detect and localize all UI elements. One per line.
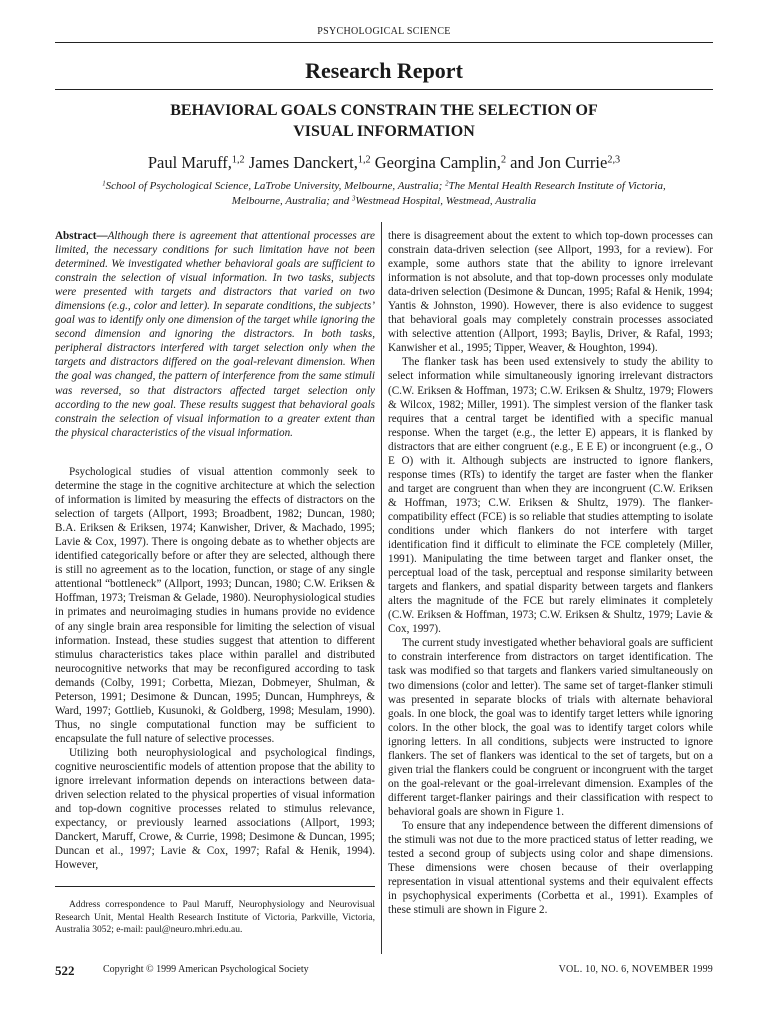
article-title <box>60 100 708 142</box>
page-footer <box>0 963 768 979</box>
footnote-rule <box>55 886 375 887</box>
body-paragraph: Psychological studies of visual attention commonly seek to determine the stage in the cognitive architecture at which the selection of information is limited by measuring the effects of distractors on the selection of targets (Allport, 1993; Broadbent, 1982; Duncan, 1980; B.A. Eriksen & Eriksen, 1974; Kanwisher, Driver, & Machado, 1995; Lavie & Cox, 1997). There is ongoing debate as to whether objects are identified categorically before or after they are selected, although there is still no agreement as to the location, function, or stage of any single attentional “bottleneck” (Allport, 1993; Duncan, 1980; C.W. Eriksen & Hoffman, 1973; Treisman & Gelade, 1980). Neurophysiological studies in primates and neuroimaging studies in humans provide no evidence of any single brain area responsible for limiting the selection of visual information. Instead, these studies suggest that attention to different stimulus characteristics takes place within parallel and distributed neurocognitive networks that may be reconfigured according to task demands (Colby, 1991; Corbetta, Miezan, Dobmeyer, Shulman, & Peterson, 1991; Desimone & Duncan, 1995; Duncan, Humphreys, & Ward, 1997; Gottlieb, Kusunoki, & Goldberg, 1998; Mesulam, 1990). Thus, no single computational function may be sufficient to encapsulate the full nature of selective processes. <box>55 466 375 745</box>
author-name: Georgina Camplin, <box>370 153 501 172</box>
affiliation-mark: 1 <box>102 180 106 188</box>
author-affiliation-mark: 1,2 <box>231 154 245 166</box>
correspondence-footnote <box>55 899 375 937</box>
title-line-2: VISUAL INFORMATION <box>293 123 475 140</box>
journal-name: PSYCHOLOGICAL SCIENCE <box>317 26 451 37</box>
page-number: 522 <box>55 963 75 978</box>
abstract-label: Abstract— <box>55 230 108 242</box>
author-name: and Jon Currie <box>506 153 608 172</box>
body-paragraph: The current study investigated whether behavioral goals are sufficient to constrain interference from distractors on target identification. The task was modified so that targets and flankers varied simultaneously on two dimensions (color and letter). The same set of target-flanker stimuli was presented in separate blocks of trials with alternate behavioral goals. In one block, the goal was to identify target letters while ignoring colors. In the other block, the goal was to identify target colors while ignoring letters. In all conditions, subjects were instructed to ignore flankers. The set of flankers was identical to the set of targets, but on a given trial the flankers could be congruent or incongruent with the target on the goal-relevant or the goal-irrelevant dimension. Examples of the different target-flanker pairings and their classification with respect to behavioral goals are shown in Figure 1. <box>388 637 714 818</box>
author-list <box>40 153 728 173</box>
affiliation-mark: 2 <box>445 180 449 188</box>
title-line-1: BEHAVIORAL GOALS CONSTRAIN THE SELECTION OF <box>170 102 598 119</box>
body-paragraph: there is disagreement about the extent to which top-down processes can constrain data-driven selection (see Allport, 1993, for a review). For example, some authors state that the ability to ignore irrelevant information is not absolute, and that top-down processes only modulate data-driven selection (Desimone & Duncan, 1995; Rafal & Henik, 1994; Yantis & Johnston, 1990). However, there is also evidence to suggest that behavioral goals may completely constrain processes associated with selective attention (Allport, 1993; Baylis, Driver, & Rafal, 1993; Kanwisher et al., 1995; Tipper, Weaver, & Houghton, 1994). <box>388 230 713 355</box>
affiliation-text: The Mental Health Research Institute of Victoria, <box>448 180 666 192</box>
body-column-left <box>55 465 375 872</box>
column-divider <box>381 222 382 954</box>
author-affiliation-mark: 2,3 <box>607 154 621 166</box>
affiliation-text: Westmead Hospital, Westmead, Australia <box>355 195 537 207</box>
author-affiliation-mark: 2 <box>500 154 507 166</box>
author-name: James Danckert, <box>244 153 358 172</box>
affiliation-line-2 <box>50 194 718 209</box>
body-paragraph: To ensure that any independence between the different dimensions of the stimuli was not due to the more practiced status of letter reading, we tested a second group of subjects using color and shape dimensions. These dimensions were chosen because of their overlapping representation in visual attentional systems and their equivalent effects in psychophysical experiments (Corbetta et al., 1991). Examples of these stimuli are shown in Figure 2. <box>388 819 713 917</box>
section-heading: Research Report <box>305 58 463 83</box>
affiliations <box>50 179 718 209</box>
author-affiliation-mark: 1,2 <box>357 154 371 166</box>
body-column-right <box>388 229 713 917</box>
copyright-notice: Copyright © 1999 American Psychological Society <box>103 964 309 975</box>
body-paragraph: The flanker task has been used extensively to study the ability to select information while simultaneously ignoring irrelevant distractors (C.W. Eriksen & Hoffman, 1973; C.W. Eriksen & Shultz, 1979; Flowers & Wilcox, 1982; Miller, 1991). The simplest version of the flanker task requires that a central target be identified with a specific manual response. When the target (e.g., the letter E) appears, it is flanked by distractors that are either congruent (e.g., E E E) or incongruent (e.g., O E O) with it. Although subjects are instructed to ignore flankers, response times (RTs) to identify the target are faster when the flanker and target are congruent than when they are incongruent (C.W. Eriksen & Hoffman, 1973; C.W. Eriksen & Shultz, 1979). The flanker-compatibility effect (FCE) is so reliable that studies attempting to isolate conditions under which flankers do not interfere with target identification find it difficult to eliminate the FCE completely (Miller, 1991). Manipulating the time between target and flanker onset, the perceptual load of the task, perceptual and response similarity between targets and flankers, and spatial disparity between targets and flankers alters the magnitude of the FCE but rarely eliminates it completely (C.W. Eriksen & Hoffman, 1973; C.W. Eriksen & Shultz, 1979; Lavie & Cox, 1997). <box>388 356 713 636</box>
affiliation-line-1 <box>50 179 718 194</box>
abstract-paragraph <box>55 229 375 440</box>
header-rule-bottom <box>55 89 713 90</box>
affiliation-text: Melbourne, Australia; and <box>231 195 352 207</box>
author-name: Paul Maruff, <box>147 153 232 172</box>
affiliation-mark: 3 <box>351 195 356 203</box>
abstract-text: Although there is agreement that attentional processes are limited, the necessary conditions for such limitation have not been determined. We investigated whether behavioral goals are sufficient to constrain the selection of visual information. In two tasks, subjects were presented with targets and distractors that varied on two dimensions (e.g., color and letter). In separate conditions, the subjects’ goal was to identify only one dimension of the target while ignoring the second dimension and ignoring the distractors. In both tasks, peripheral distractors interfered with target selection only when the targets and distractors differed on the goal-relevant dimension. When the goal was changed, the pattern of interference from the same stimuli was reversed, so that distractors affected target selection only according to the new goal. These results suggest that behavioral goals constrain the selection of visual information to a greater extent than the physical characteristics of the visual information. <box>55 230 375 439</box>
volume-info: VOL. 10, NO. 6, NOVEMBER 1999 <box>558 964 713 975</box>
abstract <box>55 229 375 440</box>
header-rule-top <box>55 42 713 43</box>
footnote-text: Address correspondence to Paul Maruff, Neurophysiology and Neurovisual Research Unit, Mental Health Research Institute of Victoria, Parkville, Victoria, Australia 3052; e-mail: paul@neuro.mhri.edu.au. <box>55 900 375 936</box>
affiliation-text: School of Psychological Science, LaTrobe University, Melbourne, Australia; <box>105 180 446 192</box>
body-paragraph: Utilizing both neurophysiological and psychological findings, cognitive neuroscientific models of attention propose that the ability to ignore irrelevant information depends on interactions between data-driven selection related to the physical properties of visual information and top-down cognitive processes related to stimulus relevance, expectancy, or previously learned associations (Allport, 1993; Danckert, Maruff, Crowe, & Currie, 1998; Desimone & Duncan, 1995; Duncan et al., 1997; Lavie & Cox, 1997; Rafal & Henik, 1994). However, <box>55 746 375 872</box>
